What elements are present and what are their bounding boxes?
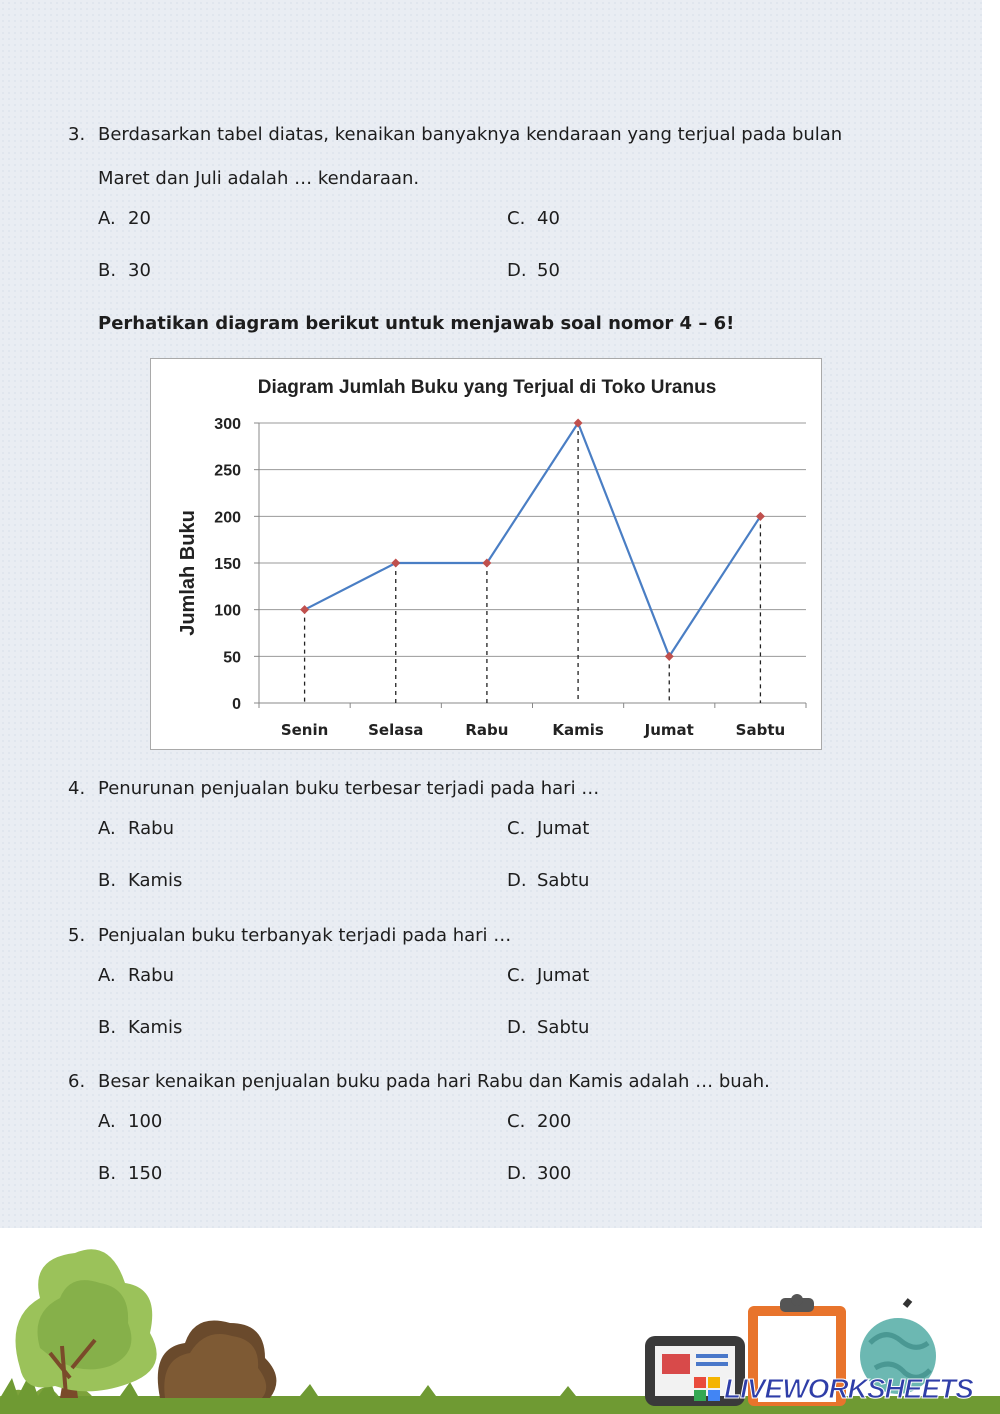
option-c[interactable]: C. Jumat <box>507 818 590 839</box>
option-b[interactable]: B. Kamis <box>98 1017 183 1038</box>
y-tick-label: 250 <box>214 462 241 480</box>
data-point-selasa <box>391 559 400 568</box>
x-tick-label: Jumat <box>644 721 694 739</box>
option-a[interactable]: A. 100 <box>98 1111 163 1132</box>
data-point-senin <box>300 605 309 614</box>
y-tick-label: 0 <box>232 696 241 713</box>
y-tick-label: 300 <box>214 416 241 433</box>
tree-left-icon <box>16 1249 157 1398</box>
question-number: 5. <box>68 925 86 946</box>
option-d[interactable]: D. Sabtu <box>507 870 590 891</box>
y-axis-label: Jumlah Buku <box>177 510 199 636</box>
option-d[interactable]: D. Sabtu <box>507 1017 590 1038</box>
question-6 <box>68 1069 770 1095</box>
line-chart <box>150 358 822 750</box>
series-line <box>305 423 761 656</box>
bush-icon <box>158 1321 277 1399</box>
question-3 <box>68 122 842 148</box>
y-tick-label: 200 <box>214 509 241 527</box>
x-tick-label: Rabu <box>465 721 509 739</box>
option-a[interactable]: A. Rabu <box>98 965 174 986</box>
x-tick-label: Senin <box>280 721 329 739</box>
x-tick-label: Selasa <box>368 721 424 739</box>
option-a[interactable]: A. 20 <box>98 208 151 229</box>
question-5 <box>68 923 511 949</box>
question-text: Penjualan buku terbanyak terjadi pada hari … <box>98 925 512 946</box>
y-tick-label: 150 <box>214 556 241 573</box>
option-b[interactable]: B. 30 <box>98 260 151 281</box>
chart-instruction: Perhatikan diagram berikut untuk menjawab soal nomor 4 – 6! <box>98 313 735 334</box>
question-text-continued: Maret dan Juli adalah … kendaraan. <box>98 168 420 189</box>
option-c[interactable]: C. 200 <box>507 1111 572 1132</box>
question-number: 3. <box>68 124 86 145</box>
question-text: Penurunan penjualan buku terbesar terjadi pada hari … <box>98 778 600 799</box>
chart-svg <box>151 359 823 751</box>
question-text: Besar kenaikan penjualan buku pada hari Rabu dan Kamis adalah … buah. <box>98 1071 770 1092</box>
y-tick-label: 100 <box>214 602 241 620</box>
option-b[interactable]: B. 150 <box>98 1163 163 1184</box>
question-number: 6. <box>68 1071 86 1092</box>
logo-grid-icon <box>692 1375 724 1403</box>
question-number: 4. <box>68 778 86 799</box>
question-text: Berdasarkan tabel diatas, kenaikan banyaknya kendaraan yang terjual pada bulan <box>98 124 843 145</box>
logo-text: LIVEWORKSHEETS <box>724 1373 973 1404</box>
option-d[interactable]: D. 300 <box>507 1163 572 1184</box>
chart-title: Diagram Jumlah Buku yang Terjual di Toko Uranus <box>257 377 717 398</box>
liveworksheets-logo <box>692 1372 973 1406</box>
option-c[interactable]: C. Jumat <box>507 965 590 986</box>
option-b[interactable]: B. Kamis <box>98 870 183 891</box>
option-c[interactable]: C. 40 <box>507 208 560 229</box>
option-a[interactable]: A. Rabu <box>98 818 174 839</box>
x-tick-label: Kamis <box>552 721 604 739</box>
option-d[interactable]: D. 50 <box>507 260 560 281</box>
question-4 <box>68 776 599 802</box>
y-tick-label: 50 <box>223 649 241 667</box>
x-tick-label: Sabtu <box>735 721 786 739</box>
